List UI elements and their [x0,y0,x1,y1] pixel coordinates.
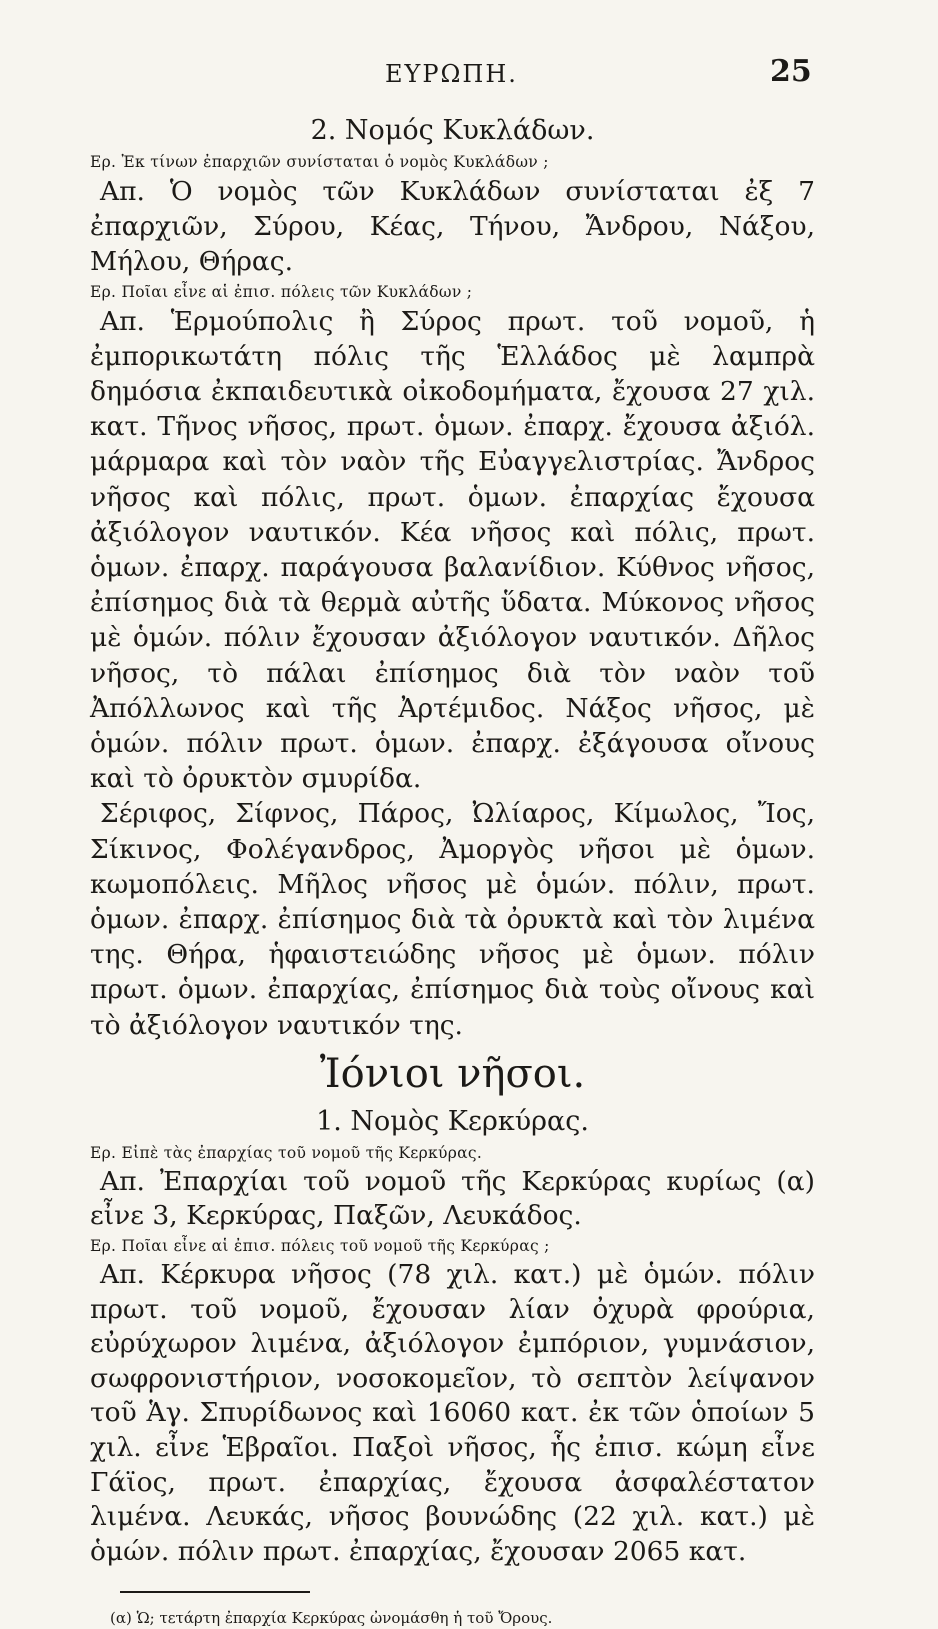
answer-text: Απ. Ἑρμούπολις ἢ Σύρος πρωτ. τοῦ νομοῦ, ἡ ἐμπορικωτάτη πόλις τῆς Ἑλλάδος μὲ λαμπρὰ δημόσια ἐκπαιδευτικὰ οἰκοδομήματα, ἔχουσα 27 χιλ. κατ. Τῆνος νῆσος, πρωτ. ὁμων. ἐπαρχ. ἔχουσα ἀξιόλ. μάρμαρα καὶ τὸν ναὸν τῆς Εὐαγγελιστρίας. Ἄνδρος νῆσος καὶ πόλις, πρωτ. ὁμων. ἐπαρχίας ἔχουσα ἀξιόλογον ναυτικόν. Κέα νῆσος καὶ πόλις, πρωτ. ὁμων. ἐπαρχ. παράγουσα βαλανίδιον. Κύθνος νῆσος, ἐπίσημος διὰ τὰ θερμὰ αὐτῆς ὕδατα. Μύκονος νῆσος μὲ ὁμών. πόλιν ἔχουσαν ἀξιόλογον ναυτικόν. Δῆλος νῆσος, τὸ πάλαι ἐπίσημος διὰ τὸν ναὸν τοῦ Ἀπόλλωνος καὶ τῆς Ἀρτέμιδος. Νάξος νῆσος, μὲ ὁμών. πόλιν πρωτ. ὁμων. ἐπαρχ. ἐξάγουσα οἴνους καὶ τὸ ὀρυκτὸν σμυρίδα. [90,305,815,795]
question-text: Ερ. Ποῖαι εἶνε αἱ ἐπισ. πόλεις τοῦ νομοῦ τῆς Κερκύρας ; [90,1237,550,1256]
section-heading-cyclades: 2. Νομός Κυκλάδων. [310,115,595,146]
question-text: Ερ. Εἰπὲ τὰς ἐπαρχίας τοῦ νομοῦ τῆς Κερκύρας. [90,1143,483,1162]
section-heading-ionian-islands: Ἰόνιοι νῆσοι. [319,1050,586,1097]
question-text: Ερ. Ἐκ τίνων ἐπαρχιῶν συνίσταται ὁ νομὸς Κυκλάδων ; [90,153,549,171]
answer-text: Απ. Κέρκυρα νῆσος (78 χιλ. κατ.) μὲ ὁμών. πόλιν πρωτ. τοῦ νομοῦ, ἔχουσαν λίαν ὀχυρὰ φρούρια, εὐρύχωρον λιμένα, ἀξιόλογον ἐμπόριον, γυμνάσιον, σωφρονιστήριον, νοσοκομεῖον, τὸ σεπτὸν λείψανον τοῦ Ἁγ. Σπυρίδωνος καὶ 16060 κατ. ἐκ τῶν ὁποίων 5 χιλ. εἶνε Ἑβραῖοι. Παξοὶ νῆσος, ἧς ἐπισ. κώμη εἶνε Γάϊος, πρωτ. ἐπαρχίας, ἔχουσα ἀσφαλέστατον λιμένα. Λευκάς, νῆσος βουνώδης (22 χιλ. κατ.) μὲ ὁμών. πόλιν πρωτ. ἐπαρχίας, ἔχουσαν 2065 κατ. [90,1259,815,1567]
answer-text: Απ. Ὁ νομὸς τῶν Κυκλάδων συνίσταται ἐξ 7 ἐπαρχιῶν, Σύρου, Κέας, Τήνου, Ἄνδρου, Νάξου, Μήλου, Θήρας. [90,176,815,278]
answer-text: Απ. Ἐπαρχίαι τοῦ νομοῦ τῆς Κερκύρας κυρίως (α) εἶνε 3, Κερκύρας, Παξῶν, Λευκάδος. [90,1165,815,1232]
page-number: 25 [770,54,812,89]
page-header [0,54,938,100]
question-text: Ερ. Ποῖαι εἶνε αἱ ἐπισ. πόλεις τῶν Κυκλάδων ; [90,282,473,301]
page-body [90,112,815,1629]
footnote: (α) Ὡ; τετάρτη ἐπαρχία Κερκύρας ὠνομάσθη ἡ τοῦ Ὄρους. [110,1609,553,1628]
section-heading-corfu: 1. Νομὸς Κερκύρας. [316,1105,589,1137]
footnote-divider [120,1591,310,1593]
running-title: ΕΥΡΩΠΗ. [385,60,518,88]
answer-text: Σέριφος, Σίφνος, Πάρος, Ὠλίαρος, Κίμωλος, Ἴος, Σίκινος, Φολέγανδρος, Ἀμοργὸς νῆσοι μὲ ὁμων. κωμοπόλεις. Μῆλος νῆσος μὲ ὁμών. πόλιν, πρωτ. ὁμων. ἐπαρχ. ἐπίσημος διὰ τὰ ὀρυκτὰ καὶ τὸν λιμένα της. Θήρα, ἡφαιστειώδης νῆσος μὲ ὁμων. πόλιν πρωτ. ὁμων. ἐπαρχίας, ἐπίσημος διὰ τοὺς οἴνους καὶ τὸ ἀξιόλογον ναυτικόν της. [90,798,815,1041]
